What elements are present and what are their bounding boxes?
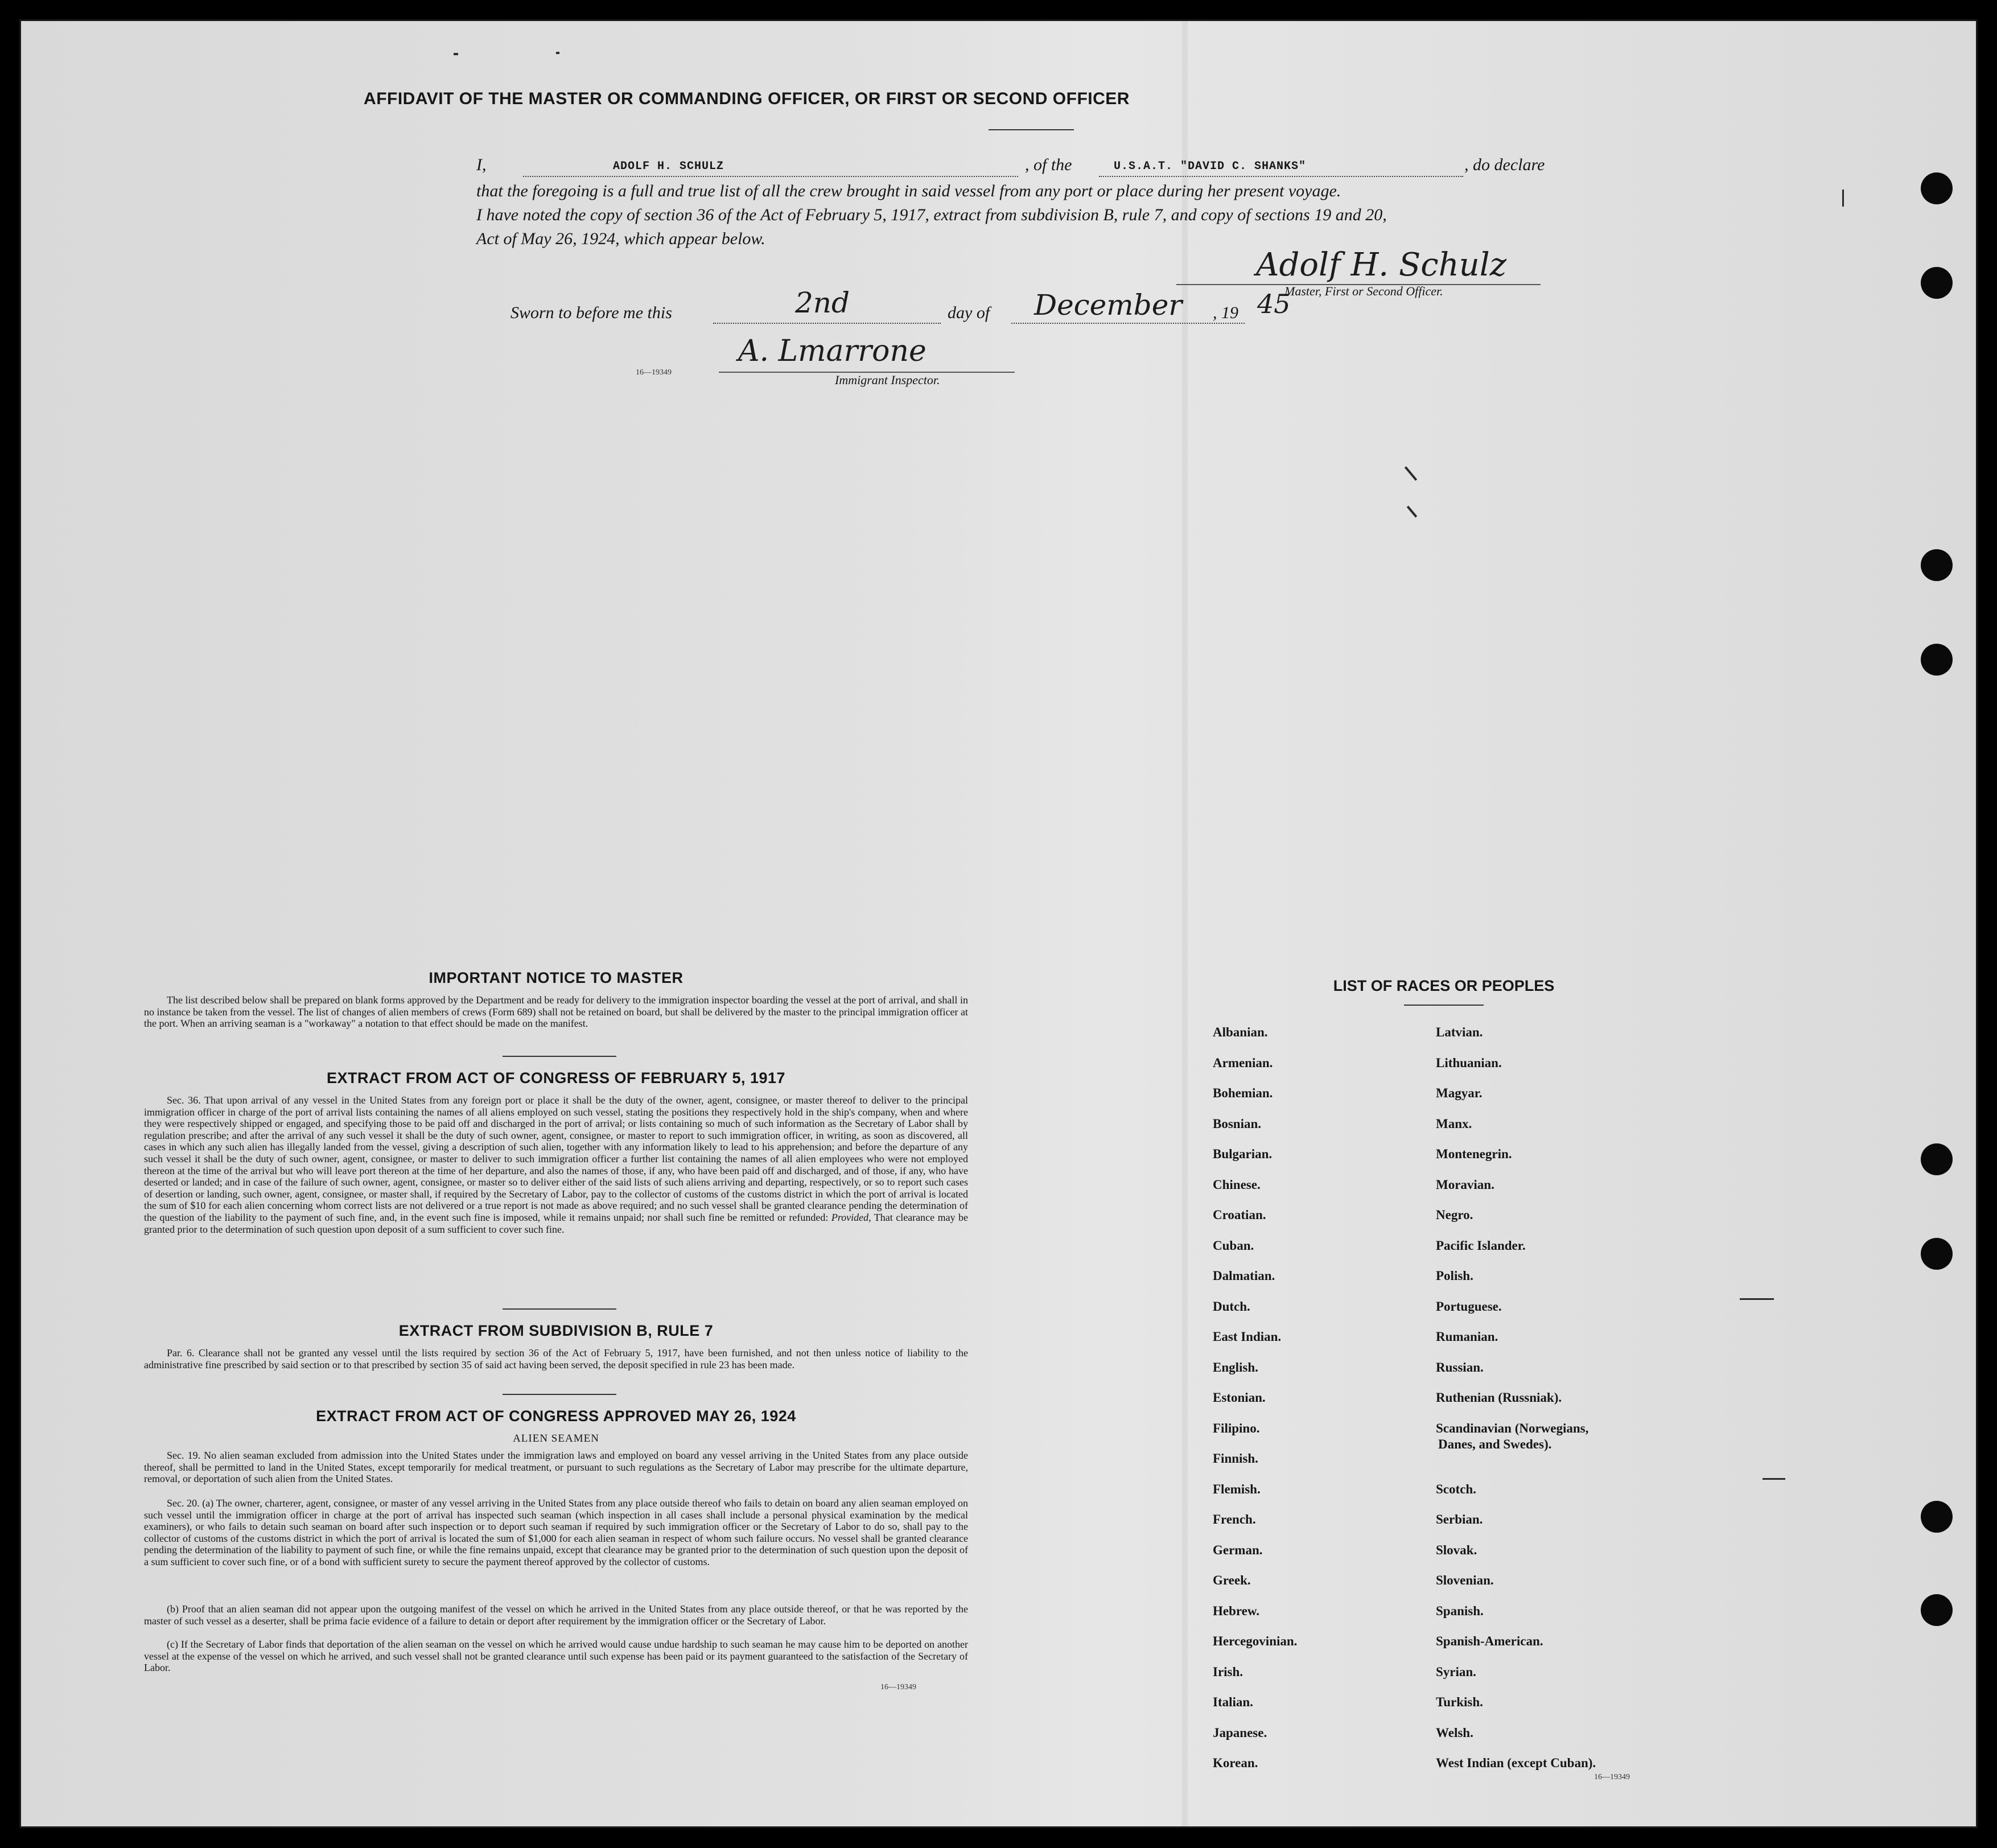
race-item: German. [1213, 1542, 1263, 1557]
race-item: Dalmatian. [1213, 1269, 1275, 1283]
races-form-number: 16—19349 [1594, 1773, 1630, 1781]
race-item: Estonian. [1213, 1390, 1266, 1405]
race-item-scandinavian-cont: Danes, and Swedes). [1438, 1437, 1552, 1451]
year-suffix: 45 [1257, 289, 1291, 319]
scan-speck [1763, 1478, 1785, 1480]
scan-speck [1740, 1298, 1774, 1300]
race-item: Hercegovinian. [1213, 1634, 1298, 1648]
race-item: Croatian. [1213, 1208, 1266, 1222]
binder-hole [1921, 1143, 1953, 1175]
extract-1917-provided: Provided, [831, 1211, 871, 1223]
year-prefix: , 19 [1213, 303, 1238, 322]
race-item: Syrian. [1436, 1664, 1476, 1679]
affidavit-line-3: I have noted the copy of section 36 of the Act of February 5, 1917, extract from subdivision B, rule 7, and copy of sections 19 and 20, [476, 205, 1387, 224]
race-item: Serbian. [1436, 1512, 1483, 1526]
master-name: ADOLF H. SCHULZ [613, 160, 724, 173]
race-item: East Indian. [1213, 1330, 1282, 1344]
race-item: Scandinavian (Norwegians, [1436, 1421, 1589, 1435]
race-item: Japanese. [1213, 1725, 1267, 1740]
race-item: Chinese. [1213, 1177, 1261, 1192]
race-item: Bohemian. [1213, 1086, 1273, 1100]
race-item: Moravian. [1436, 1177, 1494, 1192]
sworn-day: 2nd [795, 286, 850, 319]
name-line [523, 176, 1018, 177]
affidavit-title: AFFIDAVIT OF THE MASTER OR COMMANDING OFFICER, OR FIRST OR SECOND OFFICER [364, 89, 1130, 108]
race-item: Bosnian. [1213, 1116, 1262, 1131]
extract-1917-title: EXTRACT FROM ACT OF CONGRESS OF FEBRUARY 5, 1917 [326, 1069, 786, 1086]
binder-hole [1921, 549, 1953, 581]
sworn-month-line [1011, 323, 1245, 324]
race-item: Welsh. [1436, 1725, 1473, 1740]
binder-hole [1921, 267, 1953, 299]
master-signature: Adolf H. Schulz [1256, 246, 1507, 283]
race-item: Manx. [1436, 1116, 1472, 1131]
race-item: Finnish. [1213, 1451, 1258, 1466]
race-item: Turkish. [1436, 1695, 1483, 1709]
extract-rule7-body: Par. 6. Clearance shall not be granted any vessel until the lists required by section 36 of the Act of February 5, 1917, have been furnished, and not then unless notice of liability to the administrative fine prescribed by said section or to that prescribed by section 35 of said act having been served, the deposit specified in rule 23 has been made. [144, 1347, 968, 1370]
vessel-name: U.S.A.T. "DAVID C. SHANKS" [1114, 160, 1307, 173]
scan-speck [454, 53, 458, 55]
extract-1917-body [144, 1094, 968, 1235]
binder-hole [1921, 1594, 1953, 1626]
affidavit-i: I, [476, 155, 487, 174]
extract-1924-sec20a: Sec. 20. (a) The owner, charterer, agent, consignee, or master of any vessel arriving in the United States from any place outside thereof who fails to detain on board any alien seaman employed on such vessel until the immigration officer in charge at the port of arrival has inspected such seaman (which inspection in all cases shall include a personal physical examination by the medical examiners), or who fails to detain such seaman on board after such inspection or to deport such seaman if required by such immigration officer or the Secretary of Labor to do so, shall pay to the collector of customs of the customs district in which the port of arrival is located the sum of $1,000 for each alien seaman in respect of whom such failure occurs. No vessel shall be granted clearance pending the determination of the liability to payment of such fine, or while the fine remains unpaid, except that clearance may be granted prior to the determination of such question upon the deposit of a sum sufficient to cover such fine, or of a bond with sufficient surety to secure the payment thereof approved by the collector of customs. [144, 1497, 968, 1567]
sworn-day-line [713, 323, 941, 324]
race-item: Portuguese. [1436, 1299, 1502, 1314]
race-item: Rumanian. [1436, 1330, 1498, 1344]
race-item: Italian. [1213, 1695, 1253, 1709]
affidavit-line-2: that the foregoing is a full and true list of all the crew brought in said vessel from any port or place during her present voyage. [476, 182, 1341, 200]
races-rule [1404, 1005, 1484, 1006]
section-rule [503, 1308, 616, 1310]
form-number: 16—19349 [636, 368, 672, 377]
race-item: Bulgarian. [1213, 1147, 1273, 1161]
race-item: Spanish-American. [1436, 1634, 1543, 1648]
scan-speck [1405, 466, 1417, 481]
affidavit-line-4: Act of May 26, 1924, which appear below. [476, 229, 765, 248]
extract-1924-sec20b: (b) Proof that an alien seaman did not appear upon the outgoing manifest of the vessel on which he arrived in the United States from any place outside thereof, or that he was reported by the master of such vessel as a deserter, shall be prima facie evidence of a failure to detain or deport after requirement by the immigration officer or the Secretary of Labor. [144, 1603, 968, 1627]
race-item: Flemish. [1213, 1481, 1261, 1496]
race-item: English. [1213, 1360, 1258, 1374]
affidavit-declare: , do declare [1464, 155, 1545, 174]
notice-title: IMPORTANT NOTICE TO MASTER [429, 969, 683, 986]
notice-body: The list described below shall be prepared on blank forms approved by the Department and be ready for delivery to the immigration inspector boarding the vessel at the port of arrival, and shall in no instance be taken from the vessel. The list of changes of alien members of crews (Form 689) shall not be retained on board, but shall be delivered by the master to the principal immigration officer at the port. When an arriving seaman is a "workaway" a notation to that effect should be made on the manifest. [144, 994, 968, 1030]
extract-1917-text: Sec. 36. That upon arrival of any vessel in the United States from any foreign port or place it shall be the duty of the owner, agent, consignee, or master thereof to deliver to the principal immigration officer in charge of the port of arrival lists containing the names of all aliens employed on such vessel, stating the positions they respectively hold in the ship's company, when and where they were respectively shipped or engaged, and specifying those to be paid off and discharged in the port of arrival; or lists containing so much of such information as the Secretary of Labor shall by regulation prescribe; and after the arrival of any such vessel it shall be the duty of such owner, agent, consignee, or master to report to such immigration officer, in writing, as soon as discovered, all cases in which any such alien has illegally landed from the vessel, giving a description of such alien, together with any information likely to lead to his apprehension; and before the departure of any such vessel it shall be the duty of such owner, agent, consignee, or master to deliver to such immigration officer a further list containing the names of all alien employees who were not employed thereon at the time of the arrival but who will leave port thereon at the time of her departure, and also the names of those, if any, who have been paid off and discharged, and of those, if any, who have deserted or landed; and in case of the failure of such owner, agent, consignee, or master so to deliver either of the said lists of such aliens arriving and departing, respectively, or so to report such cases of desertion or landing, such owner, agent, consignee, or master shall, if required by the Secretary of Labor, pay to the collector of customs of the customs district in which the port of arrival is located the sum of $10 for each alien concerning whom correct lists are not delivered or a true report is not made as above required; and no such vessel shall be granted clearance pending the determination of the question of the liability to the payment of such fine, and, in the event such fine is imposed, while it remains unpaid; nor shall such fine be remitted or refunded: [144, 1094, 968, 1223]
extract-1924-sec19: Sec. 19. No alien seaman excluded from admission into the United States under the immigration laws and employed on board any vessel arriving in the United States from any place outside thereof, shall be permitted to land in the United States, except temporarily for medical treatment, or pursuant to such regulations as the Secretary of Labor may prescribe for the ultimate departure, removal, or deportation of such alien from the United States. [144, 1450, 968, 1485]
scan-speck [1407, 506, 1417, 518]
inspector-signature: A. Lmarrone [738, 334, 927, 368]
extract-rule7-title: EXTRACT FROM SUBDIVISION B, RULE 7 [398, 1322, 714, 1339]
race-item: Dutch. [1213, 1299, 1250, 1314]
race-item: Russian. [1436, 1360, 1484, 1374]
vessel-line [1099, 176, 1463, 177]
race-item: Cuban. [1213, 1238, 1254, 1253]
day-of: day of [948, 303, 990, 322]
race-item: West Indian (except Cuban). [1436, 1756, 1596, 1770]
race-item: Montenegrin. [1436, 1147, 1512, 1161]
section-rule [503, 1394, 616, 1395]
sworn-text: Sworn to before me this [510, 303, 672, 322]
race-item: Korean. [1213, 1756, 1258, 1770]
race-item: Slovenian. [1436, 1573, 1494, 1587]
scan-speck [556, 52, 559, 54]
binder-hole [1921, 1238, 1953, 1270]
affidavit-of-the: , of the [1025, 155, 1072, 174]
race-item: Albanian. [1213, 1025, 1268, 1039]
race-item: Armenian. [1213, 1055, 1273, 1070]
race-item: Scotch. [1436, 1481, 1476, 1496]
race-item: Latvian. [1436, 1025, 1483, 1039]
race-item: Spanish. [1436, 1603, 1484, 1618]
section-rule [503, 1056, 616, 1057]
extract-1917-text-end: That clearance may be granted prior to the determination of such question upon deposit of a sum sufficient to cover such fine. [144, 1211, 968, 1235]
race-item: Negro. [1436, 1208, 1473, 1222]
extract-1924-sec20c: (c) If the Secretary of Labor finds that deportation of the alien seaman on the vessel on which he arrived would cause undue hardship to such seaman he may cause him to be deported on another vessel at the expense of the vessel on which he arrived, and such vessel shall not be granted clearance until such expense has been paid or its payment guaranteed to the satisfaction of the Secretary of Labor. [144, 1639, 968, 1674]
race-item: Lithuanian. [1436, 1055, 1502, 1070]
page-fold [1182, 21, 1188, 1828]
race-item: Greek. [1213, 1573, 1251, 1587]
race-item: Magyar. [1436, 1086, 1483, 1100]
extract-1924-subtitle: ALIEN SEAMEN [513, 1433, 599, 1444]
race-item: Polish. [1436, 1269, 1473, 1283]
scan-speck [1842, 190, 1844, 207]
inspector-caption: Immigrant Inspector. [835, 373, 940, 387]
race-item: Slovak. [1436, 1542, 1477, 1557]
binder-hole [1921, 172, 1953, 204]
race-item: Hebrew. [1213, 1603, 1259, 1618]
race-item: Filipino. [1213, 1421, 1260, 1435]
extract-1924-title: EXTRACT FROM ACT OF CONGRESS APPROVED MAY 26, 1924 [316, 1407, 796, 1425]
race-item: Irish. [1213, 1664, 1244, 1679]
race-item: Ruthenian (Russniak). [1436, 1390, 1562, 1405]
sworn-month: December [1034, 289, 1183, 322]
document-page [19, 19, 1978, 1828]
race-item: Pacific Islander. [1436, 1238, 1526, 1253]
binder-hole [1921, 1501, 1953, 1533]
races-title: LIST OF RACES OR PEOPLES [1333, 977, 1555, 994]
binder-hole [1921, 644, 1953, 676]
extract-form-number: 16—19349 [880, 1683, 916, 1691]
race-item: French. [1213, 1512, 1256, 1526]
title-rule [989, 129, 1074, 130]
signature-caption: Master, First or Second Officer. [1284, 284, 1443, 298]
